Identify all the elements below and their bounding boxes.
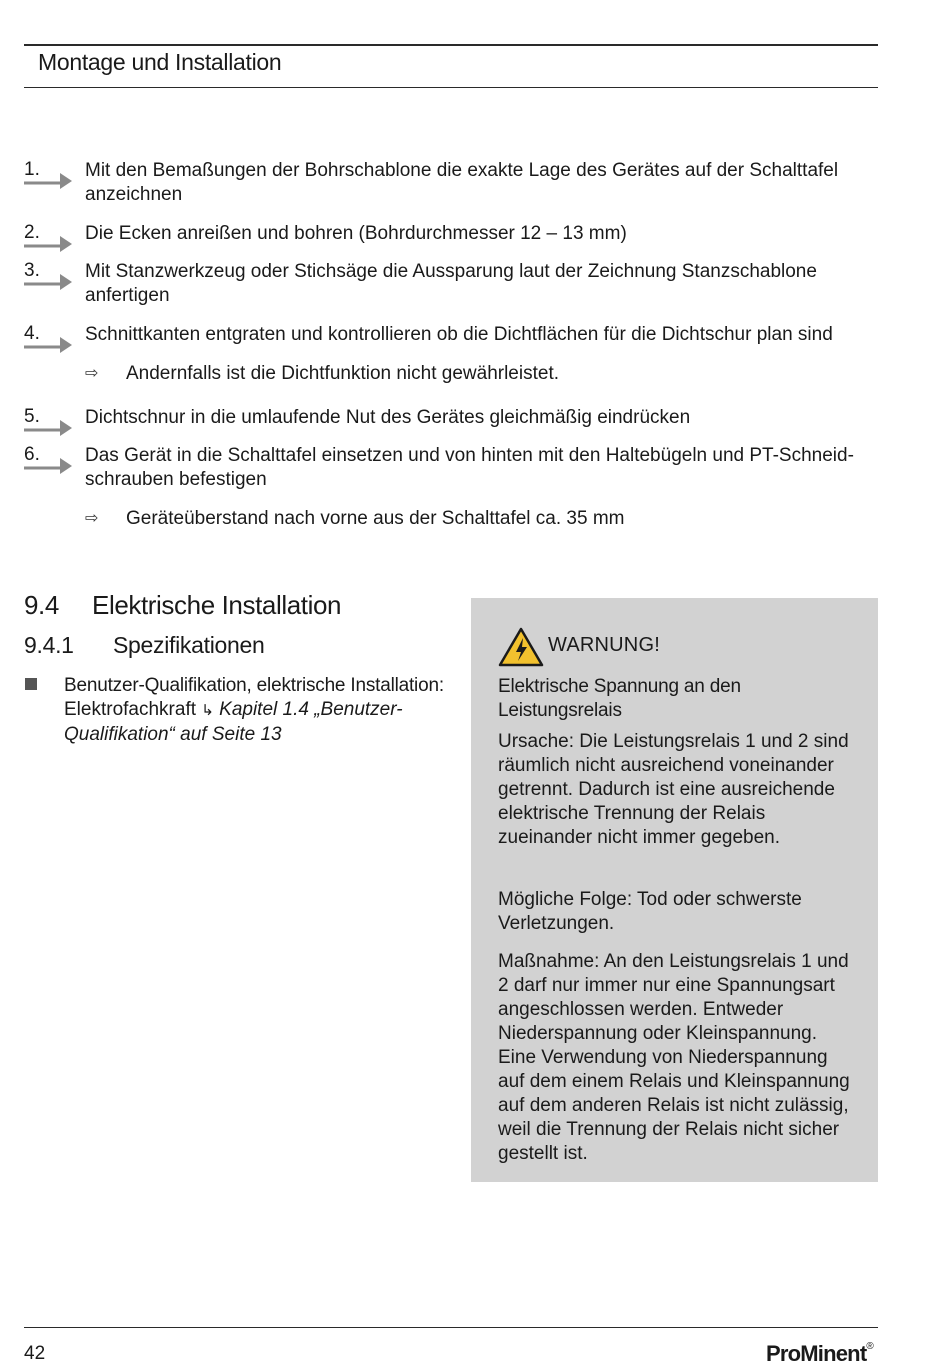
step-arrow-icon bbox=[24, 329, 74, 353]
step-text: Das Gerät in die Schalttafel einsetzen und von hinten mit den Haltebügeln und PT-Schneid-schrauben befestigen bbox=[85, 445, 854, 490]
page-number: 42 bbox=[24, 1343, 46, 1364]
page-header-title: Montage und Installation bbox=[38, 49, 282, 75]
header-bottom-rule bbox=[24, 87, 878, 88]
registered-mark: ® bbox=[866, 1341, 873, 1352]
step-arrow-icon bbox=[24, 266, 74, 290]
step-number: 6. bbox=[24, 444, 40, 465]
high-voltage-warning-icon bbox=[498, 627, 544, 667]
step-arrow-icon bbox=[24, 450, 74, 474]
subsection-title: Spezifikationen bbox=[113, 632, 265, 658]
section-heading bbox=[24, 590, 341, 621]
warning-cause: Ursache: Die Leistungsrelais 1 und 2 sind räumlich nicht ausreichend voneinander getrennt. Dadurch ist eine ausreichende elektrische Trennung der Relais zueinander nicht immer gegeben. bbox=[498, 731, 849, 848]
step-number: 5. bbox=[24, 406, 40, 427]
step-arrow-icon bbox=[24, 165, 74, 189]
bullet-square-icon bbox=[25, 678, 37, 690]
step-number: 3. bbox=[24, 260, 40, 281]
step-arrow-icon bbox=[24, 412, 74, 436]
result-arrow-icon: ⇨ bbox=[85, 365, 99, 382]
result-text: Geräteüberstand nach vorne aus der Schalttafel ca. 35 mm bbox=[126, 508, 625, 529]
warning-title: WARNUNG! bbox=[548, 634, 660, 656]
result-text: Andernfalls ist die Dichtfunktion nicht gewährleistet. bbox=[126, 363, 560, 384]
prominent-logo bbox=[766, 1341, 873, 1367]
link-arrow-icon: ↳ bbox=[201, 702, 214, 719]
step-text: Mit Stanzwerkzeug oder Stichsäge die Aussparung laut der Zeichnung Stanzschablone anfertigen bbox=[85, 261, 817, 306]
warning-measure: Maßnahme: An den Leistungsrelais 1 und 2 darf nur immer nur eine Spannungsart angeschlossen werden. Entweder Niederspannung oder Kleinspannung. Eine Verwendung von Niederspannung auf dem einem Relais und Kleinspannung auf dem anderen Relais ist nicht zulässig, weil die Trennung der Relais nicht sicher gestellt ist. bbox=[498, 951, 850, 1164]
qualification-label: Benutzer-Qualifikation, elektrische Installation: bbox=[64, 675, 444, 696]
section-number: 9.4 bbox=[24, 590, 59, 620]
result-arrow-icon: ⇨ bbox=[85, 510, 99, 527]
warning-consequence: Mögliche Folge: Tod oder schwerste Verletzungen. bbox=[498, 889, 802, 934]
step-text: Schnittkanten entgraten und kontrollieren ob die Dichtflächen für die Dichtschur plan sind bbox=[85, 324, 833, 345]
qualification-bullet bbox=[64, 674, 444, 747]
step-arrow-icon bbox=[24, 228, 74, 252]
subsection-heading bbox=[24, 632, 265, 659]
step-number: 4. bbox=[24, 323, 40, 344]
step-text: Die Ecken anreißen und bohren (Bohrdurchmesser 12 – 13 mm) bbox=[85, 223, 627, 244]
qualification-value: Elektrofachkraft bbox=[64, 699, 196, 720]
step-number: 2. bbox=[24, 222, 40, 243]
step-text: Mit den Bemaßungen der Bohrschablone die exakte Lage des Gerätes auf der Schalttafel anzeichnen bbox=[85, 160, 839, 205]
chapter-link[interactable]: Kapitel 1.4 „Benutzer-Qualifikation“ auf Seite 13 bbox=[64, 699, 403, 745]
warning-subtitle: Elektrische Spannung an den Leistungsrelais bbox=[498, 676, 741, 721]
step-number: 1. bbox=[24, 159, 40, 180]
subsection-number: 9.4.1 bbox=[24, 632, 74, 658]
footer-rule bbox=[24, 1327, 878, 1328]
logo-text: ProMinent bbox=[766, 1341, 867, 1366]
step-text: Dichtschnur in die umlaufende Nut des Gerätes gleichmäßig eindrücken bbox=[85, 407, 691, 428]
header-top-rule bbox=[24, 44, 878, 46]
section-title: Elektrische Installation bbox=[92, 590, 342, 620]
